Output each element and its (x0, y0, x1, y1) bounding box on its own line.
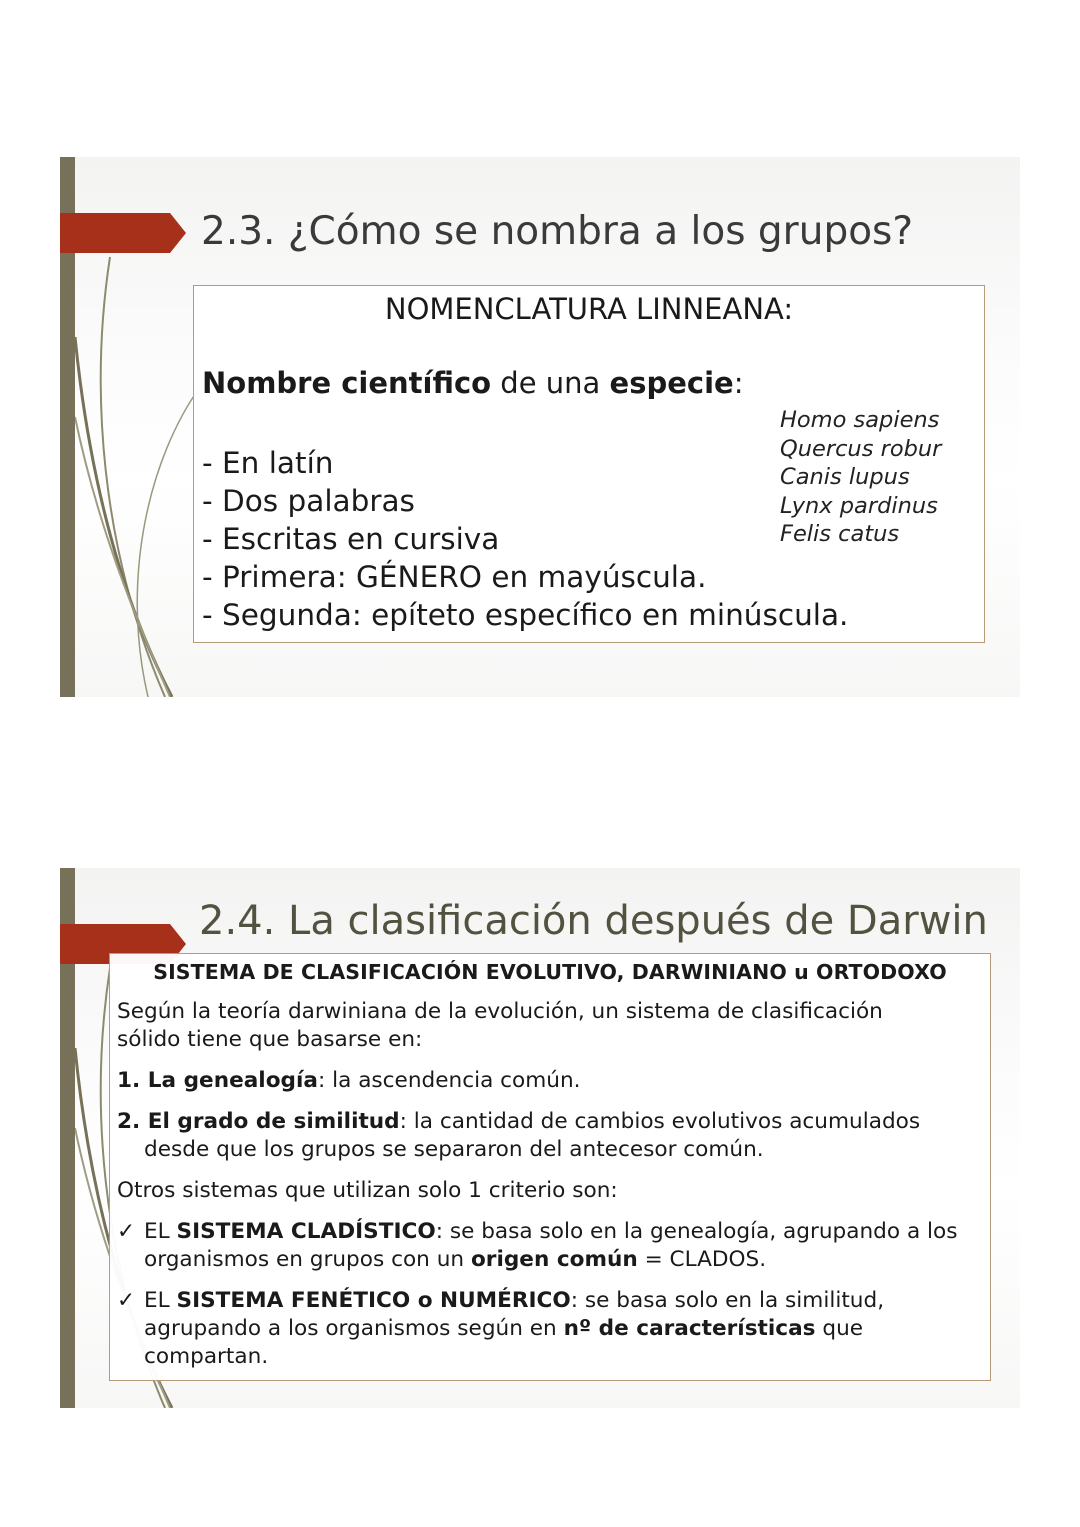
phenetic-system-line-2: agrupando a los organismos según en nº de características que (144, 1316, 864, 1341)
system-title: SISTEMA DE CLASIFICACIÓN EVOLUTIVO, DARWINIANO u ORTODOXO (153, 960, 947, 984)
phenetic-system-line-3: compartan. (144, 1344, 269, 1369)
classification-box (109, 953, 991, 1381)
cladistic-system: ✓ EL SISTEMA CLADÍSTICO: se basa solo en la genealogía, agrupando a los (117, 1219, 958, 1244)
species-examples-list (780, 406, 941, 549)
list-item: Felis catus (780, 521, 900, 548)
criterion-genealogy: 1. La genealogía: la ascendencia común. (117, 1068, 581, 1093)
list-item: - Dos palabras (202, 484, 415, 518)
check-icon: ✓ (117, 1288, 136, 1313)
title-arrow-tab (60, 213, 186, 253)
scientific-name-line: Nombre científico de una especie: (202, 366, 744, 400)
list-item: - Escritas en cursiva (202, 522, 500, 556)
nomenclature-box (193, 285, 985, 643)
intro-line-2: sólido tiene que basarse en: (117, 1027, 423, 1052)
slide-classification-after-darwin (60, 868, 1020, 1408)
naming-rules-list (202, 444, 848, 634)
slide-nomenclature (60, 157, 1020, 697)
list-item: - En latín (202, 446, 334, 480)
list-item: Canis lupus (780, 464, 910, 491)
phenetic-system: ✓ EL SISTEMA FENÉTICO o NUMÉRICO: se basa solo en la similitud, (117, 1288, 885, 1313)
list-item: Lynx pardinus (780, 492, 938, 519)
list-item: Quercus robur (780, 435, 942, 462)
list-item: - Primera: GÉNERO en mayúscula. (202, 560, 707, 594)
check-icon: ✓ (117, 1219, 136, 1244)
slide-title: 2.3. ¿Cómo se nombra a los grupos? (201, 209, 914, 254)
other-systems-intro: Otros sistemas que utilizan solo 1 criterio son: (117, 1178, 618, 1203)
intro-line-1: Según la teoría darwiniana de la evolución, un sistema de clasificación (117, 999, 883, 1024)
nomenclature-header: NOMENCLATURA LINNEANA: (384, 292, 794, 326)
list-item: - Segunda: epíteto específico en minúscula. (202, 598, 849, 632)
criterion-similarity-line-2: desde que los grupos se separaron del antecesor común. (144, 1137, 764, 1162)
list-item: Homo sapiens (780, 407, 940, 433)
criterion-similarity: 2. El grado de similitud: la cantidad de cambios evolutivos acumulados (117, 1109, 921, 1134)
slide-title: 2.4. La clasificación después de Darwin (199, 898, 988, 944)
cladistic-system-line-2: organismos en grupos con un origen común = CLADOS. (144, 1247, 767, 1272)
